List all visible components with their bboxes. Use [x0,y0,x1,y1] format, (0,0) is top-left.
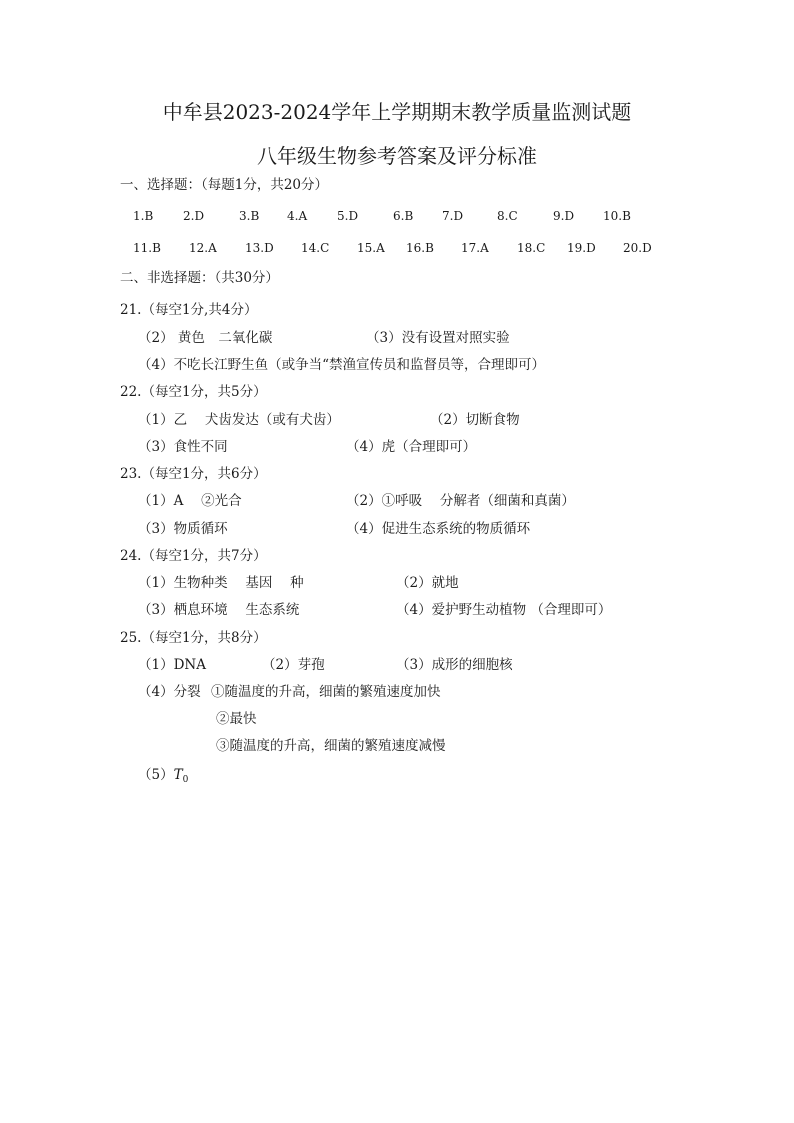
section1-heading: 一、选择题：（每题1分，共20分） [120,177,329,193]
answer-line: （1）生物种类 基因 种 [138,575,304,591]
answer-line: （2） 黄色 二氧化碳 [138,330,273,346]
answer-item: 14.C [301,241,330,255]
question-head: 25.（每空1分，共8分） [120,630,267,646]
answer-item: 18.C [517,241,546,255]
question-head: 21.（每空1分,共4分） [120,302,258,318]
answer-item: 10.B [603,209,631,223]
answer-line: （3）成形的细胞核 [396,657,513,673]
answer-item: 1.B [133,209,154,223]
answer-item: 9.D [553,209,575,223]
question-head: 24.（每空1分，共7分） [120,548,267,564]
answer-line: （4）分裂 [138,684,201,700]
answer-line: （3）栖息环境 生态系统 [138,602,300,618]
answer-line: （2）芽孢 [262,657,325,673]
answer-line: （3）食性不同 [138,439,228,455]
answer-line: （2）切断食物 [430,412,520,428]
answer-item: 3.B [239,209,260,223]
answer-line: （4）促进生态系统的物质循环 [346,521,531,537]
answer-line: ②最快 [216,711,257,727]
answer-item: 16.B [406,241,434,255]
math-subscript: 0 [182,775,189,785]
answer-item: 12.A [189,241,217,255]
answer-item: 15.A [357,241,385,255]
answer-item: 19.D [567,241,596,255]
answer-prefix: （5） [138,767,174,783]
answer-item: 4.A [287,209,308,223]
answer-item: 2.D [183,209,205,223]
answer-line: （2）①呼吸 分解者（细菌和真菌） [346,493,575,509]
page-subtitle: 八年级生物参考答案及评分标准 [257,144,537,168]
answer-line: （3）没有设置对照实验 [366,330,510,346]
question-head: 22.（每空1分，共5分） [120,384,267,400]
answer-line: （1）乙 犬齿发达（或有犬齿） [138,412,340,428]
answer-item: 6.B [393,209,414,223]
math-variable: T [173,767,183,783]
answer-item: 7.D [442,209,464,223]
answer-line: （3）物质循环 [138,521,228,537]
answer-line: （1）DNA [138,657,206,673]
answer-item: 13.D [245,241,274,255]
answer-item: 11.B [133,241,161,255]
answer-line: （4）虎（合理即可） [346,439,477,455]
answer-line: （4）爱护野生动植物 （合理即可） [396,602,612,618]
answer-item: 5.D [337,209,359,223]
answer-item: 8.C [497,209,518,223]
answer-line: ①随温度的升高，细菌的繁殖速度加快 [211,684,441,700]
answer-line: （1）A ②光合 [138,493,242,509]
answer-line: （4）不吃长江野生鱼（或争当“禁渔宣传员和监督员等，合理即可） [138,357,545,373]
answer-line: （2）就地 [396,575,459,591]
answer-item: 20.D [623,241,652,255]
answer-line: ③随温度的升高，细菌的繁殖速度减慢 [216,738,446,754]
question-head: 23.（每空1分，共6分） [120,466,267,482]
section2-heading: 二、非选择题：（共30分） [120,270,279,286]
answer-line [138,767,188,788]
page-title: 中牟县2023-2024学年上学期期末教学质量监测试题 [162,100,632,124]
answer-item: 17.A [461,241,489,255]
